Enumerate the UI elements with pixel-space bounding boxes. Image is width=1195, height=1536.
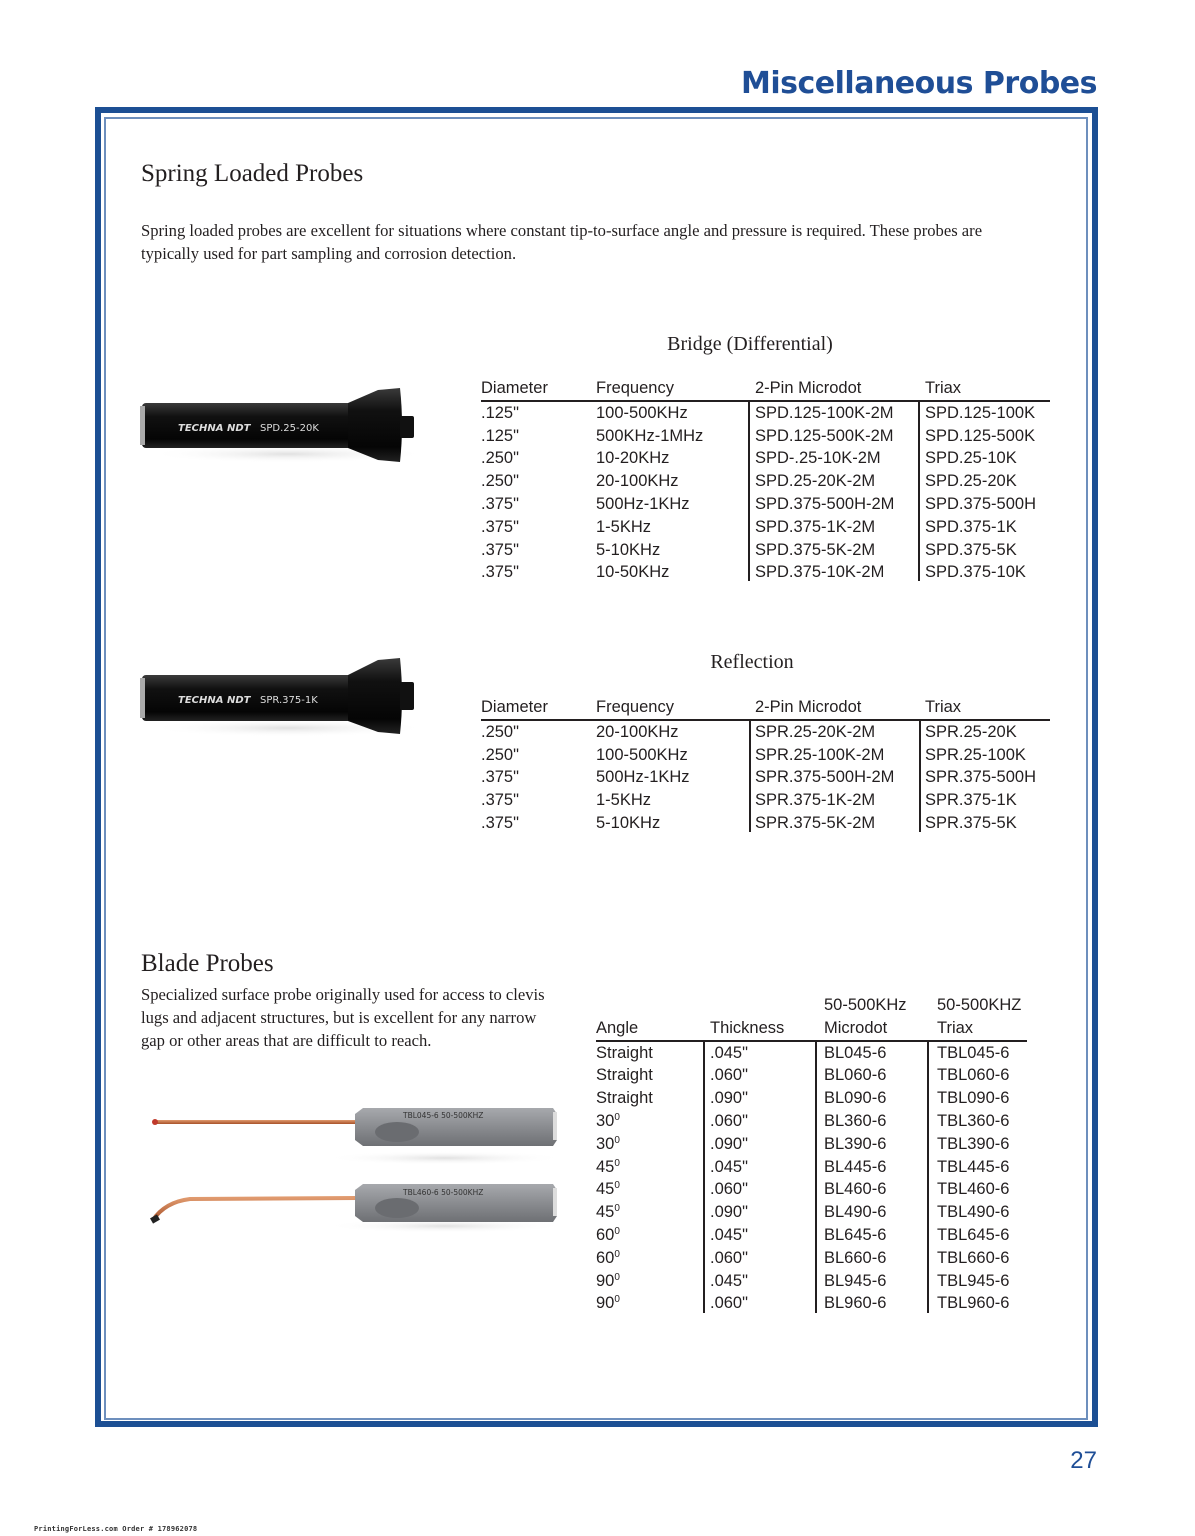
col-header-microdot: 2-Pin Microdot (755, 379, 862, 397)
blade-probes-image (145, 1098, 565, 1238)
microdot-cell: BL490-6 (824, 1203, 887, 1222)
angle-cell (596, 1110, 620, 1133)
microdot-cell: SPR.375-500H-2M (755, 768, 895, 787)
col-header-diameter: Diameter (481, 379, 548, 397)
microdot-cell: BL445-6 (824, 1157, 887, 1176)
table-row (596, 1247, 1027, 1270)
triax-cell: SPD.25-20K (925, 472, 1017, 491)
microdot-cell: SPR.375-5K-2M (755, 813, 876, 832)
table-row (596, 1087, 1027, 1110)
thickness-cell: .045" (710, 1043, 748, 1062)
diameter-cell: .375" (481, 563, 519, 582)
degree-symbol: 0 (614, 1225, 620, 1237)
microdot-cell: SPD.375-10K-2M (755, 563, 885, 582)
reflection-table (481, 696, 1050, 835)
degree-symbol: 0 (614, 1157, 620, 1169)
frequency-cell: 1-5KHz (596, 517, 652, 536)
table-row (481, 721, 1050, 744)
table-row (481, 447, 1050, 470)
angle-cell (596, 1178, 620, 1201)
table-row (481, 425, 1050, 448)
table-row (596, 1064, 1027, 1087)
microdot-cell: BL960-6 (824, 1294, 887, 1313)
reflection-probe-image (138, 652, 423, 742)
diameter-cell: .125" (481, 403, 519, 422)
angle-value: 90 (596, 1294, 615, 1313)
microdot-cell: SPR.25-100K-2M (755, 745, 885, 764)
angle-cell (596, 1247, 620, 1270)
triax-cell: TBL945-6 (937, 1271, 1010, 1290)
frequency-cell: 20-100KHz (596, 722, 679, 741)
microdot-cell: SPD.125-100K-2M (755, 403, 894, 422)
thickness-cell: .090" (710, 1089, 748, 1108)
col-header-thickness: Thickness (710, 1018, 785, 1037)
frequency-cell: 100-500KHz (596, 745, 688, 764)
triax-cell: TBL960-6 (937, 1294, 1010, 1313)
microdot-cell: BL045-6 (824, 1043, 887, 1062)
triax-cell: SPD.125-100K (925, 403, 1036, 422)
triax-cell: SPR.25-100K (925, 745, 1026, 764)
blade-table-header (596, 1017, 1027, 1042)
triax-cell: TBL460-6 (937, 1180, 1010, 1199)
table-row (596, 1201, 1027, 1224)
col-header-triax: Triax (925, 698, 962, 716)
microdot-cell: BL460-6 (824, 1180, 887, 1199)
angle-cell (596, 1087, 653, 1110)
col-header-triax-line1: 50-500KHZ (937, 996, 1022, 1014)
table-row (481, 516, 1050, 539)
table-row (481, 812, 1050, 835)
angle-cell (596, 1201, 620, 1224)
col-header-triax: Triax (925, 379, 962, 397)
microdot-cell: SPR.375-1K-2M (755, 791, 876, 810)
blade-probe-1-label: TBL045-6 50-500KHZ (403, 1111, 484, 1120)
thickness-cell: .060" (710, 1248, 748, 1267)
microdot-cell: BL660-6 (824, 1248, 887, 1267)
thickness-cell: .045" (710, 1157, 748, 1176)
microdot-cell: SPD.375-5K-2M (755, 540, 876, 559)
table-row (481, 539, 1050, 562)
microdot-cell: BL090-6 (824, 1089, 887, 1108)
bridge-table-caption: Bridge (Differential) (667, 333, 833, 355)
triax-cell: TBL390-6 (937, 1134, 1010, 1153)
blade-table-header-line1 (596, 994, 1027, 1017)
angle-value: 60 (596, 1225, 615, 1244)
blade-divider-1 (703, 1041, 705, 1313)
thickness-cell: .060" (710, 1111, 748, 1130)
thickness-cell: .045" (710, 1271, 748, 1290)
col-header-frequency: Frequency (596, 379, 674, 397)
triax-cell: TBL060-6 (937, 1066, 1010, 1085)
diameter-cell: .375" (481, 540, 519, 559)
diameter-cell: .375" (481, 517, 519, 536)
degree-symbol: 0 (614, 1294, 620, 1306)
table-row (596, 1178, 1027, 1201)
bridge-probe-image (138, 378, 423, 468)
frequency-cell: 5-10KHz (596, 540, 661, 559)
angle-value: 45 (596, 1180, 615, 1199)
thickness-cell: .060" (710, 1066, 748, 1085)
diameter-cell: .375" (481, 494, 519, 513)
blade-description: Specialized surface probe originally used for access to clevis lugs and adjacent structures, but is excellent for any narrow gap or other areas that are difficult to reach. (141, 985, 545, 1050)
bridge-divider-2 (918, 401, 920, 581)
microdot-cell: BL360-6 (824, 1111, 887, 1130)
angle-cell (596, 1133, 620, 1156)
col-header-microdot-line1: 50-500KHz (824, 996, 907, 1014)
thickness-cell: .090" (710, 1203, 748, 1222)
triax-cell: SPR.25-20K (925, 722, 1017, 741)
bridge-divider-1 (748, 401, 750, 581)
diameter-cell: .375" (481, 813, 519, 832)
microdot-cell: SPR.25-20K-2M (755, 722, 876, 741)
triax-cell: TBL090-6 (937, 1089, 1010, 1108)
bridge-table (481, 377, 1050, 584)
frequency-cell: 500Hz-1KHz (596, 768, 690, 787)
degree-symbol: 0 (614, 1134, 620, 1146)
angle-value: 30 (596, 1111, 615, 1130)
bridge-probe-brand: TECHNA NDT (178, 423, 251, 434)
table-row (596, 1292, 1027, 1315)
microdot-cell: SPD.25-20K-2M (755, 472, 876, 491)
triax-cell: TBL490-6 (937, 1203, 1010, 1222)
diameter-cell: .250" (481, 722, 519, 741)
frequency-cell: 20-100KHz (596, 472, 679, 491)
angle-value: Straight (596, 1066, 653, 1085)
frequency-cell: 100-500KHz (596, 403, 688, 422)
microdot-cell: BL945-6 (824, 1271, 887, 1290)
col-header-triax: Triax (937, 1018, 974, 1037)
microdot-cell: BL060-6 (824, 1066, 887, 1085)
triax-cell: TBL045-6 (937, 1043, 1010, 1062)
thickness-cell: .090" (710, 1134, 748, 1153)
triax-cell: SPR.375-500H (925, 768, 1036, 787)
reflection-table-header (481, 696, 1050, 721)
angle-cell (596, 1270, 620, 1293)
reflection-probe-brand: TECHNA NDT (178, 695, 251, 706)
angle-value: 30 (596, 1134, 615, 1153)
diameter-cell: .375" (481, 768, 519, 787)
frequency-cell: 500Hz-1KHz (596, 494, 690, 513)
microdot-cell: SPD-.25-10K-2M (755, 449, 881, 468)
diameter-cell: .125" (481, 426, 519, 445)
blade-table (596, 994, 1027, 1315)
angle-value: 60 (596, 1248, 615, 1267)
diameter-cell: .250" (481, 745, 519, 764)
triax-cell: SPR.375-5K (925, 813, 1017, 832)
table-row (481, 744, 1050, 767)
bridge-probe-model: SPD.25-20K (260, 423, 319, 434)
reflection-divider-2 (919, 720, 921, 832)
angle-cell (596, 1156, 620, 1179)
reflection-table-caption: Reflection (710, 651, 794, 673)
page-number: 27 (1070, 1447, 1097, 1474)
frequency-cell: 10-50KHz (596, 563, 670, 582)
angle-cell (596, 1292, 620, 1315)
blade-divider-3 (927, 1041, 929, 1313)
triax-cell: TBL360-6 (937, 1111, 1010, 1130)
col-header-diameter: Diameter (481, 698, 548, 716)
table-row (481, 493, 1050, 516)
table-row (481, 402, 1050, 425)
angle-cell (596, 1064, 653, 1087)
blade-divider-2 (815, 1041, 817, 1313)
blade-heading: Blade Probes (141, 950, 274, 977)
microdot-cell: SPD.125-500K-2M (755, 426, 894, 445)
spring-loaded-description: Spring loaded probes are excellent for situations where constant tip-to-surface angle and pressure is required. These probes are typically used for part sampling and corrosion detection. (141, 221, 983, 263)
triax-cell: TBL445-6 (937, 1157, 1010, 1176)
thickness-cell: .045" (710, 1225, 748, 1244)
angle-value: 90 (596, 1271, 615, 1290)
diameter-cell: .250" (481, 472, 519, 491)
col-header-microdot: 2-Pin Microdot (755, 698, 862, 716)
table-row (481, 789, 1050, 812)
blade-probe-2-label: TBL460-6 50-500KHZ (403, 1188, 484, 1197)
angle-value: Straight (596, 1043, 653, 1062)
reflection-divider-1 (749, 720, 751, 832)
table-row (481, 766, 1050, 789)
reflection-probe-model: SPR.375-1K (260, 695, 318, 706)
frequency-cell: 5-10KHz (596, 813, 661, 832)
triax-cell: SPD.375-10K (925, 563, 1026, 582)
angle-cell (596, 1042, 653, 1065)
degree-symbol: 0 (614, 1248, 620, 1260)
table-row (481, 470, 1050, 493)
bridge-table-header (481, 377, 1050, 402)
table-row (596, 1156, 1027, 1179)
col-header-frequency: Frequency (596, 698, 674, 716)
triax-cell: SPD.375-5K (925, 540, 1017, 559)
print-footer-note: PrintingForLess.com Order # 178962078 (34, 1525, 198, 1533)
col-header-angle: Angle (596, 1018, 639, 1037)
table-row (596, 1042, 1027, 1065)
microdot-cell: SPD.375-500H-2M (755, 494, 895, 513)
triax-cell: SPD.375-500H (925, 494, 1036, 513)
microdot-cell: BL390-6 (824, 1134, 887, 1153)
triax-cell: SPD.25-10K (925, 449, 1017, 468)
diameter-cell: .375" (481, 791, 519, 810)
angle-cell (596, 1224, 620, 1247)
angle-value: 45 (596, 1157, 615, 1176)
frequency-cell: 10-20KHz (596, 449, 670, 468)
angle-value: Straight (596, 1089, 653, 1108)
page-title: Miscellaneous Probes (741, 66, 1097, 101)
table-row (596, 1270, 1027, 1293)
degree-symbol: 0 (614, 1180, 620, 1192)
table-row (596, 1133, 1027, 1156)
triax-cell: SPD.125-500K (925, 426, 1036, 445)
degree-symbol: 0 (614, 1203, 620, 1215)
diameter-cell: .250" (481, 449, 519, 468)
degree-symbol: 0 (614, 1111, 620, 1123)
triax-cell: SPD.375-1K (925, 517, 1017, 536)
angle-value: 45 (596, 1203, 615, 1222)
table-row (481, 561, 1050, 584)
table-row (596, 1224, 1027, 1247)
frequency-cell: 500KHz-1MHz (596, 426, 704, 445)
microdot-cell: BL645-6 (824, 1225, 887, 1244)
spring-loaded-heading: Spring Loaded Probes (141, 160, 364, 187)
thickness-cell: .060" (710, 1294, 748, 1313)
col-header-microdot: Microdot (824, 1018, 888, 1037)
triax-cell: TBL660-6 (937, 1248, 1010, 1267)
table-row (596, 1110, 1027, 1133)
degree-symbol: 0 (614, 1271, 620, 1283)
triax-cell: SPR.375-1K (925, 791, 1017, 810)
triax-cell: TBL645-6 (937, 1225, 1010, 1244)
microdot-cell: SPD.375-1K-2M (755, 517, 876, 536)
frequency-cell: 1-5KHz (596, 791, 652, 810)
thickness-cell: .060" (710, 1180, 748, 1199)
